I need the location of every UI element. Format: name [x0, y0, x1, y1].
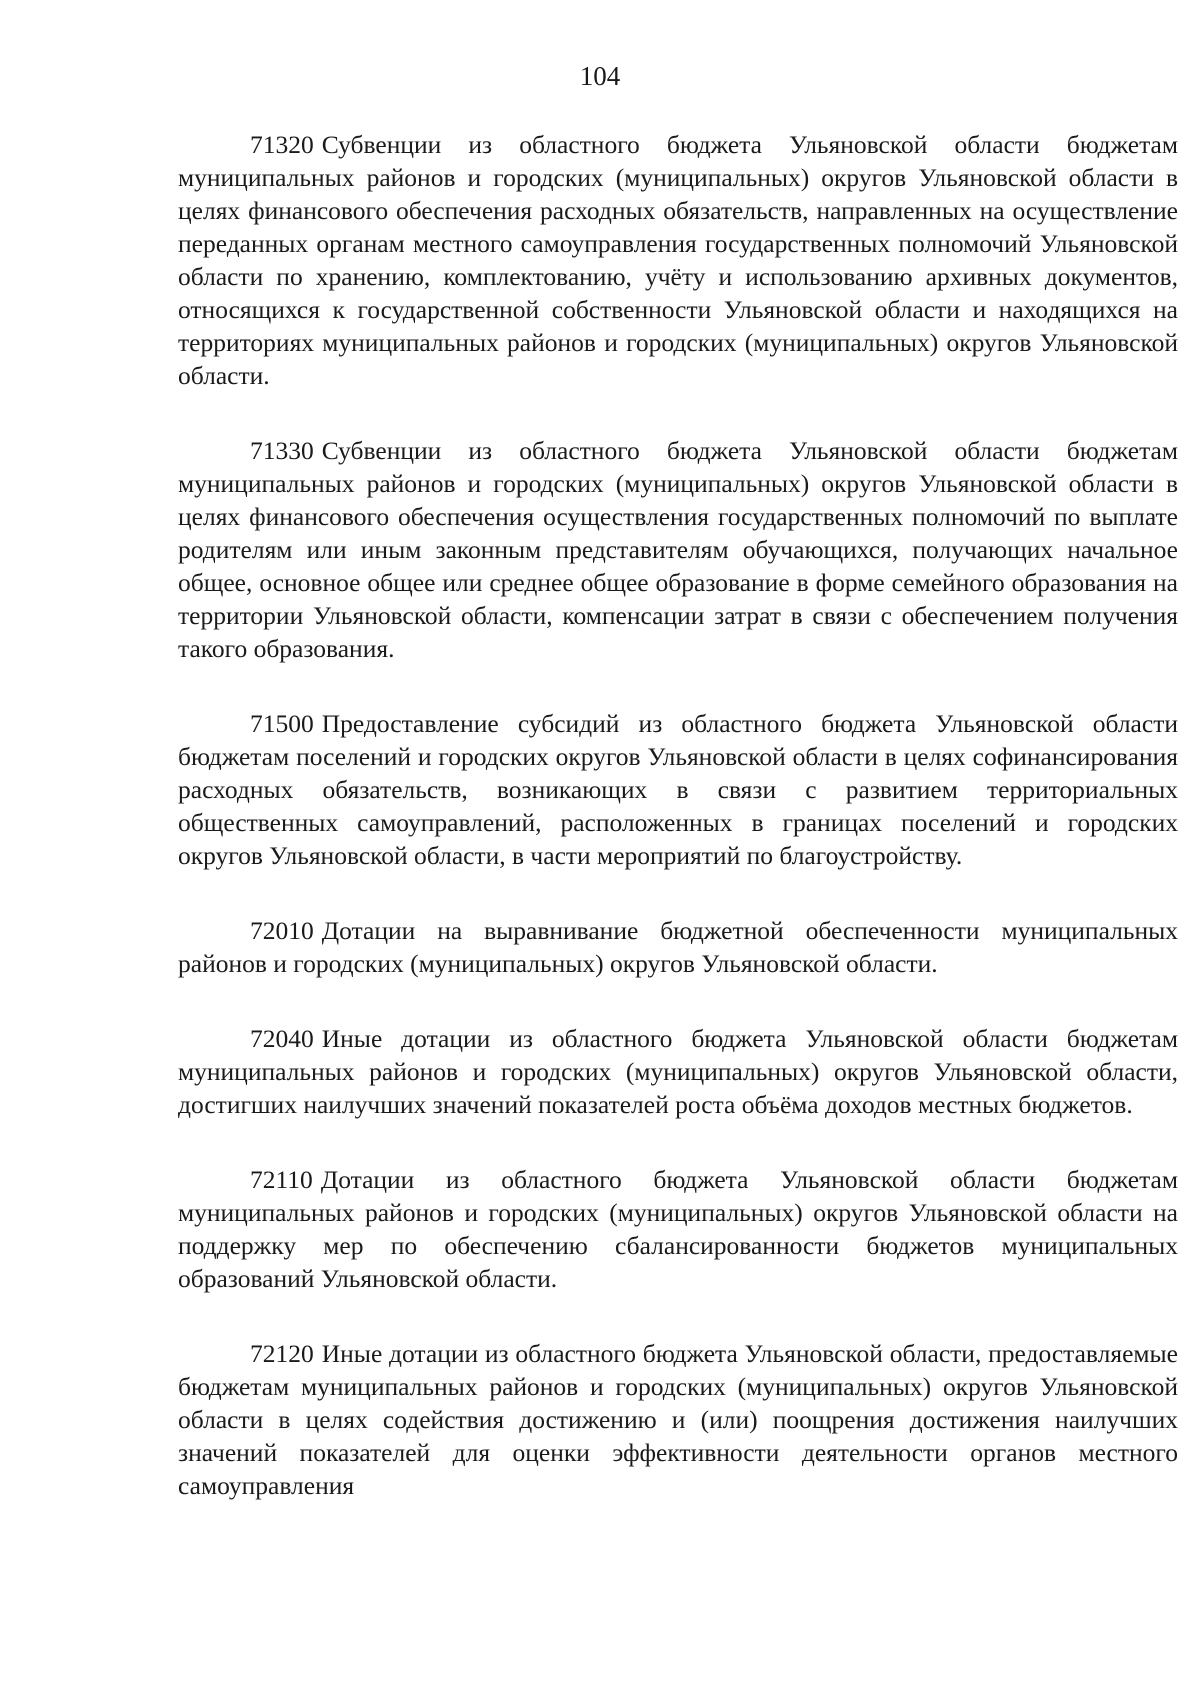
document-body: [178, 128, 1178, 1544]
paragraph-text: Дотации на выравнивание бюджетной обеспеченности муниципальных районов и городских (муниципальных) округов Ульяновской области.: [178, 916, 1178, 978]
paragraph-text: Иные дотации из областного бюджета Ульяновской области, предоставляемые бюджетам муниципальных районов и городских (муниципальных) округов Ульяновской области в целях содействия достижению и (или) поощрения достижения наилучших значений показателей для оценки эффективности деятельности органов местного самоуправления: [178, 1339, 1178, 1500]
paragraph-72040: [178, 1022, 1178, 1121]
paragraph-72110: [178, 1163, 1178, 1295]
budget-code: 72040: [250, 1024, 314, 1053]
paragraph-text: Дотации из областного бюджета Ульяновской области бюджетам муниципальных районов и городских (муниципальных) округов Ульяновской области на поддержку мер по обеспечению сбалансированности бюджетов муниципальных образований Ульяновской области.: [178, 1165, 1178, 1293]
budget-code: 71320: [250, 130, 314, 159]
budget-code: 71500: [250, 709, 314, 738]
budget-code: 71330: [250, 436, 314, 465]
page-number: 104: [579, 61, 621, 91]
paragraph-text: Предоставление субсидий из областного бюджета Ульяновской области бюджетам поселений и городских округов Ульяновской области в целях софинансирования расходных обязательств, возникающих в связи с развитием территориальных общественных самоуправлений, расположенных в границах поселений и городских округов Ульяновской области, в части мероприятий по благоустройству.: [178, 709, 1178, 870]
paragraph-72010: [178, 914, 1178, 980]
paragraph-text: Субвенции из областного бюджета Ульяновской области бюджетам муниципальных районов и городских (муниципальных) округов Ульяновской области в целях финансового обеспечения расходных обязательств, направленных на осуществление переданных органам местного самоуправления государственных полномочий Ульяновской области по хранению, комплектованию, учёту и использованию архивных документов, относящихся к государственной собственности Ульяновской области и находящихся на территориях муниципальных районов и городских (муниципальных) округов Ульяновской области.: [178, 130, 1178, 390]
paragraph-72120: [178, 1337, 1178, 1502]
paragraph-71320: [178, 128, 1178, 392]
paragraph-text: Субвенции из областного бюджета Ульяновской области бюджетам муниципальных районов и городских (муниципальных) округов Ульяновской области в целях финансового обеспечения осуществления государственных полномочий по выплате родителям или иным законным представителям обучающихся, получающих начальное общее, основное общее или среднее общее образование в форме семейного образования на территории Ульяновской области, компенсации затрат в связи с обеспечением получения такого образования.: [178, 436, 1178, 663]
budget-code: 72010: [250, 916, 314, 945]
budget-code: 72120: [250, 1339, 314, 1368]
paragraph-71330: [178, 434, 1178, 665]
paragraph-71500: [178, 707, 1178, 872]
budget-code: 72110: [250, 1165, 313, 1194]
paragraph-text: Иные дотации из областного бюджета Ульяновской области бюджетам муниципальных районов и городских (муниципальных) округов Ульяновской области, достигших наилучших значений показателей роста объёма доходов местных бюджетов.: [178, 1024, 1178, 1119]
